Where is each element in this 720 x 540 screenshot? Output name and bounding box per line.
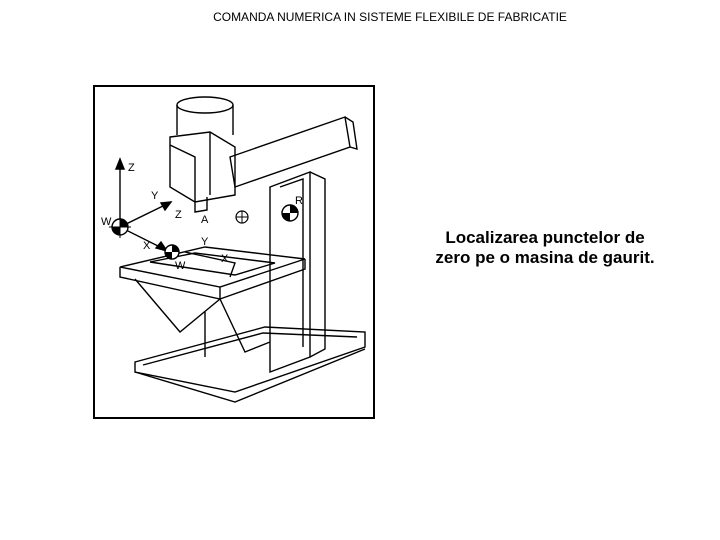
a-point-label: A bbox=[201, 214, 209, 226]
x-axis-label: X bbox=[143, 240, 151, 252]
z-axis-label: Z bbox=[128, 162, 135, 174]
zero-point-w-icon bbox=[109, 216, 131, 238]
reference-point-r-icon bbox=[282, 205, 298, 221]
y-small-label: Y bbox=[201, 236, 209, 248]
figure-caption: Localizarea punctelor de zero pe o masina de gaurit. bbox=[435, 228, 655, 267]
w-small-label: W bbox=[175, 260, 186, 272]
r-point-label: R bbox=[295, 195, 303, 207]
page-header: COMANDA NUMERICA IN SISTEME FLEXIBILE DE FABRICATIE bbox=[213, 10, 567, 24]
y-axis-label: Y bbox=[151, 190, 159, 202]
point-a-icon bbox=[236, 211, 248, 223]
x-small-label: X bbox=[221, 253, 229, 265]
drilling-machine-figure bbox=[93, 85, 375, 419]
drilling-machine-drawing bbox=[95, 87, 375, 419]
z-small-label: Z bbox=[175, 209, 182, 221]
w-point-label: W bbox=[101, 216, 112, 228]
zero-point-w2-icon bbox=[165, 245, 179, 259]
